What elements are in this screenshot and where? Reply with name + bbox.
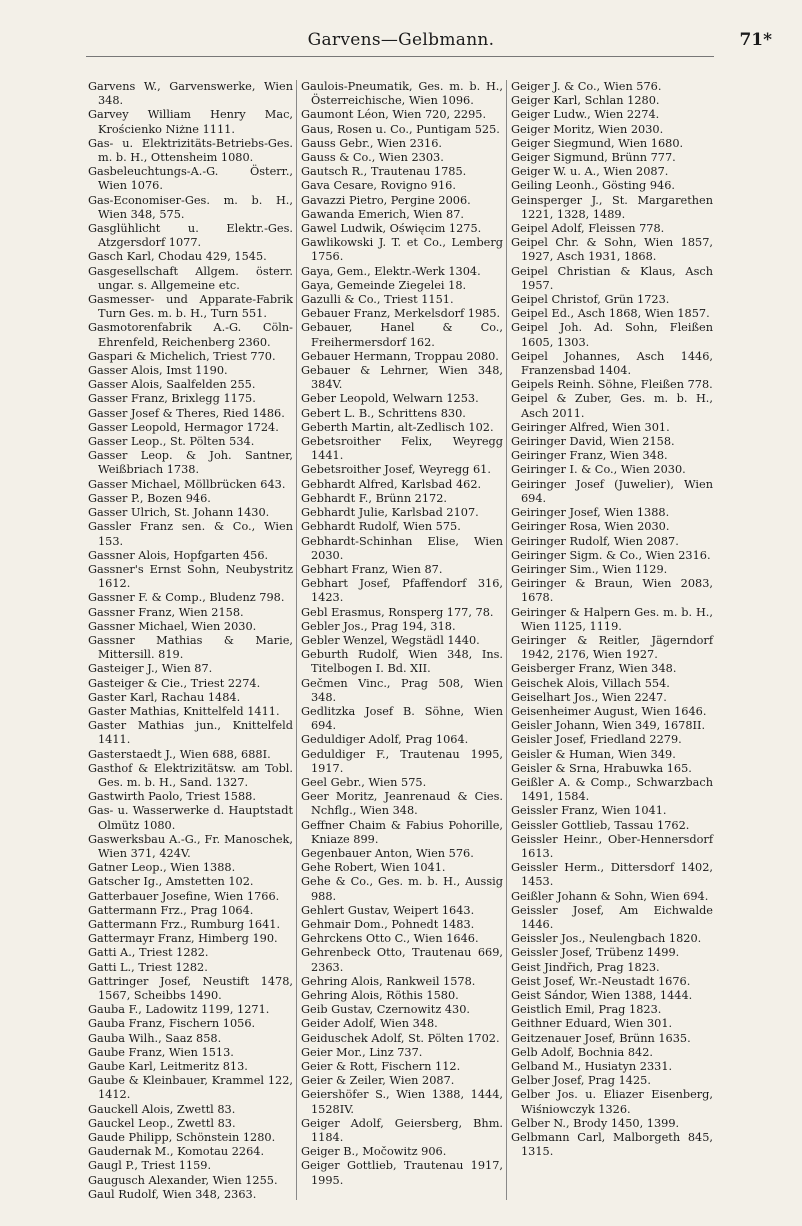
directory-entry: Gelber N., Brody 1450, 1399. bbox=[511, 1116, 680, 1130]
directory-entry: Geissler Josef, Trübenz 1499. bbox=[511, 946, 680, 960]
directory-entry: Geffner Chaim & Fabius Pohorille, Kniaze 899. bbox=[301, 818, 503, 846]
directory-entry: Gasterstaedt J., Wien 688, 688I. bbox=[88, 747, 271, 761]
directory-entry: Geiger B., Močowitz 906. bbox=[301, 1145, 447, 1159]
directory-entry: Gelband M., Husiatyn 2331. bbox=[511, 1060, 673, 1074]
directory-entry: Gaugusch Alexander, Wien 1255. bbox=[88, 1173, 278, 1187]
directory-entry: Gebauer Hermann, Troppau 2080. bbox=[301, 349, 499, 363]
directory-entry: Gaugl P., Triest 1159. bbox=[88, 1159, 212, 1173]
directory-entry: Gaumont Léon, Wien 720, 2295. bbox=[301, 108, 487, 122]
directory-entry: Gauckell Alois, Zwettl 83. bbox=[88, 1102, 236, 1116]
directory-entry: Gauss Gebr., Wien 2316. bbox=[301, 136, 443, 150]
directory-entry: Geipel & Zuber, Ges. m. b. H., Asch 2011. bbox=[511, 392, 713, 420]
directory-entry: Gauba Wilh., Saaz 858. bbox=[88, 1031, 222, 1045]
directory-entry: Gaul Rudolf, Wien 348, 2363. bbox=[88, 1187, 257, 1200]
directory-entry: Geiger J. & Co., Wien 576. bbox=[511, 80, 662, 93]
directory-entry: Gebhardt Julie, Karlsbad 2107. bbox=[301, 506, 479, 520]
directory-entry: Gaube Franz, Wien 1513. bbox=[88, 1045, 234, 1059]
directory-entry: Gaya, Gemeinde Ziegelei 18. bbox=[301, 278, 467, 292]
directory-entry: Geiringer Josef, Wien 1388. bbox=[511, 506, 670, 520]
directory-entry: Geitzenauer Josef, Brünn 1635. bbox=[511, 1031, 691, 1045]
running-title: Garvens—Gelbmann. bbox=[307, 30, 495, 50]
directory-entry: Geiringer Rudolf, Wien 2087. bbox=[511, 534, 679, 548]
directory-entry: Geistlich Emil, Prag 1823. bbox=[511, 1003, 662, 1017]
directory-entry: Gassner F. & Comp., Bludenz 798. bbox=[88, 591, 285, 605]
directory-entry: Gasgesellschaft Allgem. österr. ungar. s. Allgemeine etc. bbox=[88, 264, 293, 292]
directory-entry: Geisberger Franz, Wien 348. bbox=[511, 662, 677, 676]
directory-entry: Gawanda Emerich, Wien 87. bbox=[301, 207, 464, 221]
directory-entry: Gas- u. Wasserwerke d. Hauptstadt Olmütz 1080. bbox=[88, 804, 293, 832]
directory-entry: Gaster Mathias, Knittelfeld 1411. bbox=[88, 704, 280, 718]
directory-entry: Geissler Franz, Wien 1041. bbox=[511, 804, 667, 818]
directory-entry: Geipel Ed., Asch 1868, Wien 1857. bbox=[511, 307, 710, 321]
directory-entry: Geduldiger Adolf, Prag 1064. bbox=[301, 733, 469, 747]
directory-entry: Geissler Gottlieb, Tassau 1762. bbox=[511, 818, 690, 832]
directory-entry: Gehring Alois, Röthis 1580. bbox=[301, 989, 459, 1002]
directory-entry: Gatti A., Triest 1282. bbox=[88, 946, 209, 960]
directory-entry: Geist Josef, Wr.-Neustadt 1676. bbox=[511, 974, 691, 988]
directory-entry: Geinsperger J., St. Margarethen 1221, 1328, 1489. bbox=[511, 193, 713, 221]
directory-entry: Gebauer Franz, Merkelsdorf 1985. bbox=[301, 307, 501, 321]
column-left bbox=[86, 80, 296, 1200]
directory-entry: Gasser Franz, Brixlegg 1175. bbox=[88, 392, 256, 406]
directory-entry: Geiger Siegmund, Wien 1680. bbox=[511, 136, 684, 150]
directory-entry: Gaube & Kleinbauer, Krammel 122, 1412. bbox=[88, 1074, 293, 1102]
directory-entry: Geissler Heinr., Ober-Hennersdorf 1613. bbox=[511, 832, 713, 860]
directory-entry: Gaudernak M., Komotau 2264. bbox=[88, 1145, 265, 1159]
directory-entry: Geiringer Sigm. & Co., Wien 2316. bbox=[511, 548, 711, 562]
directory-entry: Gasser Alois, Saalfelden 255. bbox=[88, 378, 256, 392]
directory-entry: Gebl Erasmus, Ronsperg 177, 78. bbox=[301, 605, 494, 619]
directory-columns bbox=[86, 80, 716, 1200]
directory-entry: Geiringer Rosa, Wien 2030. bbox=[511, 520, 670, 534]
directory-entry: Geisler & Human, Wien 349. bbox=[511, 747, 676, 761]
directory-entry: Gaya, Gem., Elektr.-Werk 1304. bbox=[301, 264, 481, 278]
directory-entry: Gaspari & Michelich, Triest 770. bbox=[88, 349, 276, 363]
directory-entry: Gasthof & Elektrizitätsw. am Tobl. Ges. m. b. H., Sand. 1327. bbox=[88, 761, 293, 789]
directory-entry: Gatterbauer Josefine, Wien 1766. bbox=[88, 889, 280, 903]
directory-entry: Gegenbauer Anton, Wien 576. bbox=[301, 846, 474, 860]
directory-entry: Geiger Karl, Schlan 1280. bbox=[511, 94, 660, 108]
directory-entry: Gazulli & Co., Triest 1151. bbox=[301, 293, 454, 307]
directory-entry: Gas-Economiser-Ges. m. b. H., Wien 348, 575. bbox=[88, 193, 293, 221]
directory-entry: Gasser Leop. & Joh. Santner, Weißbriach 1738. bbox=[88, 449, 293, 477]
directory-entry: Gasteiger J., Wien 87. bbox=[88, 662, 213, 676]
directory-entry: Geberth Martin, alt-Zedlisch 102. bbox=[301, 420, 494, 434]
directory-entry: Geiger Moritz, Wien 2030. bbox=[511, 122, 664, 136]
directory-entry: Geist Jindřich, Prag 1823. bbox=[511, 960, 660, 974]
directory-entry: Gasser Josef & Theres, Ried 1486. bbox=[88, 406, 285, 420]
directory-entry: Gavazzi Pietro, Pergine 2006. bbox=[301, 193, 471, 207]
directory-entry: Gaster Karl, Rachau 1484. bbox=[88, 690, 241, 704]
directory-entry: Gasser Leopold, Hermagor 1724. bbox=[88, 420, 279, 434]
directory-entry: Geissler Herm., Dittersdorf 1402, 1453. bbox=[511, 861, 713, 889]
directory-entry: Gatscher Ig., Amstetten 102. bbox=[88, 875, 254, 889]
directory-entry: Geipel Christian & Klaus, Asch 1957. bbox=[511, 264, 713, 292]
directory-entry: Gasser Michael, Möllbrücken 643. bbox=[88, 477, 286, 491]
directory-entry: Geer Moritz, Jeanrenaud & Cies. Nchflg., Wien 348. bbox=[301, 790, 503, 818]
directory-entry: Gehrckens Otto C., Wien 1646. bbox=[301, 932, 479, 946]
directory-entry: Geissler Jos., Neulengbach 1820. bbox=[511, 932, 702, 946]
directory-entry: Geisler Josef, Friedland 2279. bbox=[511, 733, 682, 747]
page-header bbox=[0, 30, 802, 58]
directory-entry: Gatner Leop., Wien 1388. bbox=[88, 861, 236, 875]
directory-entry: Geburth Rudolf, Wien 348, Ins. Titelbogen I. Bd. XII. bbox=[301, 648, 503, 676]
directory-entry: Geithner Eduard, Wien 301. bbox=[511, 1017, 673, 1031]
directory-entry: Gebert L. B., Schrittens 830. bbox=[301, 406, 466, 420]
directory-entry: Geiringer David, Wien 2158. bbox=[511, 435, 675, 449]
directory-entry: Gehlert Gustav, Weipert 1643. bbox=[301, 903, 475, 917]
directory-entry: Gasteiger & Cie., Triest 2274. bbox=[88, 676, 261, 690]
directory-entry: Gaulois-Pneumatik, Ges. m. b. H., Österreichische, Wien 1096. bbox=[301, 80, 503, 108]
directory-entry: Geduldiger F., Trautenau 1995, 1917. bbox=[301, 747, 503, 775]
directory-entry: Gautsch R., Trautenau 1785. bbox=[301, 165, 467, 179]
directory-entry: Gebauer & Lehrner, Wien 348, 384V. bbox=[301, 364, 503, 392]
directory-entry: Gassner Michael, Wien 2030. bbox=[88, 619, 257, 633]
directory-entry: Gebauer, Hanel & Co., Freihermersdorf 162. bbox=[301, 321, 503, 349]
directory-entry: Geib Gustav, Czernowitz 430. bbox=[301, 1003, 471, 1017]
directory-entry: Gassner Alois, Hopfgarten 456. bbox=[88, 548, 269, 562]
directory-entry: Gebetsroither Felix, Weyregg 1441. bbox=[301, 435, 503, 463]
directory-entry: Gebetsroither Josef, Weyregg 61. bbox=[301, 463, 491, 477]
directory-entry: Gebhardt F., Brünn 2172. bbox=[301, 491, 448, 505]
directory-entry: Gebhardt Alfred, Karlsbad 462. bbox=[301, 477, 482, 491]
directory-entry: Gaster Mathias jun., Knittelfeld 1411. bbox=[88, 719, 293, 747]
directory-entry: Geiringer & Reitler, Jägerndorf 1942, 2176, Wien 1927. bbox=[511, 633, 713, 662]
directory-entry: Gauss & Co., Wien 2303. bbox=[301, 151, 444, 165]
directory-entry: Gawel Ludwik, Oświęcim 1275. bbox=[301, 222, 482, 236]
column-right bbox=[506, 80, 716, 1200]
directory-entry: Gebhart Josef, Pfaffendorf 316, 1423. bbox=[301, 577, 503, 605]
directory-entry: Geisler Johann, Wien 349, 1678II. bbox=[511, 719, 706, 733]
directory-entry: Gaude Philipp, Schönstein 1280. bbox=[88, 1131, 276, 1145]
directory-entry: Gassner's Ernst Sohn, Neubystritz 1612. bbox=[88, 562, 293, 591]
directory-entry: Gasser P., Bozen 946. bbox=[88, 491, 211, 505]
directory-entry: Gattermann Frz., Rumburg 1641. bbox=[88, 917, 281, 931]
directory-entry: Gehmair Dom., Pohnedt 1483. bbox=[301, 917, 475, 931]
page-number: 71* bbox=[739, 30, 772, 50]
directory-entry: Gauba Franz, Fischern 1056. bbox=[88, 1017, 256, 1031]
directory-entry: Geiringer I. & Co., Wien 2030. bbox=[511, 463, 686, 477]
directory-entry: Geipels Reinh. Söhne, Fleißen 778. bbox=[511, 378, 713, 392]
directory-entry: Garvens W., Garvenswerke, Wien 348. bbox=[88, 80, 293, 108]
directory-entry: Gehring Alois, Rankweil 1578. bbox=[301, 974, 476, 988]
directory-entry: Gehe Robert, Wien 1041. bbox=[301, 861, 446, 875]
directory-entry: Gehrenbeck Otto, Trautenau 669, 2363. bbox=[301, 946, 503, 974]
directory-entry: Geiselhart Jos., Wien 2247. bbox=[511, 690, 667, 704]
directory-entry: Geipel Johannes, Asch 1446, Franzensbad 1404. bbox=[511, 349, 713, 378]
directory-entry: Gassner Mathias & Marie, Mittersill. 819. bbox=[88, 633, 293, 662]
directory-entry: Gatti L., Triest 1282. bbox=[88, 960, 208, 974]
directory-entry: Gelbmann Carl, Malborgeth 845, 1315. bbox=[511, 1131, 713, 1159]
directory-entry: Gastwirth Paolo, Triest 1588. bbox=[88, 790, 256, 804]
directory-entry: Geel Gebr., Wien 575. bbox=[301, 775, 427, 789]
directory-entry: Geist Sándor, Wien 1388, 1444. bbox=[511, 989, 693, 1002]
directory-entry: Gebhardt-Schinhan Elise, Wien 2030. bbox=[301, 534, 503, 562]
directory-entry: Gaus, Rosen u. Co., Puntigam 525. bbox=[301, 122, 500, 136]
directory-entry: Gasser Alois, Imst 1190. bbox=[88, 364, 228, 378]
directory-entry: Geiling Leonh., Gösting 946. bbox=[511, 179, 675, 193]
directory-entry: Geischek Alois, Villach 554. bbox=[511, 676, 670, 690]
directory-entry: Geisler & Srna, Hrabuwka 165. bbox=[511, 761, 692, 775]
directory-entry: Geiringer Sim., Wien 1129. bbox=[511, 562, 668, 576]
directory-entry: Gelber Josef, Prag 1425. bbox=[511, 1074, 651, 1088]
directory-entry: Gasmotorenfabrik A.-G. Cöln-Ehrenfeld, Reichenberg 2360. bbox=[88, 321, 293, 349]
directory-entry: Gasbeleuchtungs-A.-G. Österr., Wien 1076. bbox=[88, 165, 293, 193]
directory-entry: Geiger Gottlieb, Trautenau 1917, 1995. bbox=[301, 1159, 503, 1187]
directory-entry: Gebler Wenzel, Wegstädl 1440. bbox=[301, 633, 480, 647]
directory-entry: Gaube Karl, Leitmeritz 813. bbox=[88, 1060, 248, 1074]
directory-entry: Gattermayr Franz, Himberg 190. bbox=[88, 932, 278, 946]
directory-entry: Geipel Chr. & Sohn, Wien 1857, 1927, Asch 1931, 1868. bbox=[511, 236, 713, 264]
directory-entry: Geißler A. & Comp., Schwarzbach 1491, 1584. bbox=[511, 775, 713, 804]
directory-entry: Gasglühlicht u. Elektr.-Ges. Atzgersdorf 1077. bbox=[88, 222, 293, 250]
directory-entry: Gedlitzka Josef B. Söhne, Wien 694. bbox=[301, 704, 503, 733]
directory-entry: Gasser Ulrich, St. Johann 1430. bbox=[88, 506, 270, 520]
directory-entry: Geissler Josef, Am Eichwalde 1446. bbox=[511, 903, 713, 931]
directory-entry: Gelber Jos. u. Eliazer Eisenberg, Wiśniowczyk 1326. bbox=[511, 1088, 713, 1116]
directory-entry: Gasch Karl, Chodau 429, 1545. bbox=[88, 250, 267, 264]
directory-entry: Geipel Joh. Ad. Sohn, Fleißen 1605, 1303. bbox=[511, 321, 713, 349]
directory-entry: Gattringer Josef, Neustift 1478, 1567, Scheibbs 1490. bbox=[88, 974, 293, 1002]
directory-entry: Geier & Rott, Fischern 112. bbox=[301, 1060, 461, 1074]
directory-entry: Geipel Adolf, Fleissen 778. bbox=[511, 222, 665, 236]
directory-entry: Geiringer & Halpern Ges. m. b. H., Wien 1125, 1119. bbox=[511, 605, 713, 633]
directory-entry: Gas- u. Elektrizitäts-Betriebs-Ges. m. b. H., Ottensheim 1080. bbox=[88, 136, 293, 165]
directory-entry: Geider Adolf, Wien 348. bbox=[301, 1017, 438, 1031]
directory-entry: Gava Cesare, Rovigno 916. bbox=[301, 179, 456, 193]
directory-entry: Geiger Sigmund, Brünn 777. bbox=[511, 151, 676, 165]
directory-entry: Garvey William Henry Mac, Krościenko Niżne 1111. bbox=[88, 108, 293, 136]
directory-entry: Gassner Franz, Wien 2158. bbox=[88, 605, 244, 619]
directory-entry: Gattermann Frz., Prag 1064. bbox=[88, 903, 254, 917]
directory-entry: Geier Mor., Linz 737. bbox=[301, 1045, 423, 1059]
directory-entry: Geiringer Alfred, Wien 301. bbox=[511, 420, 670, 434]
directory-entry: Geisenheimer August, Wien 1646. bbox=[511, 704, 707, 718]
directory-entry: Geiringer Franz, Wien 348. bbox=[511, 449, 668, 463]
directory-entry: Gečmen Vinc., Prag 508, Wien 348. bbox=[301, 676, 503, 704]
directory-entry: Geiger W. u. A., Wien 2087. bbox=[511, 165, 669, 179]
directory-entry: Geier & Zeiler, Wien 2087. bbox=[301, 1074, 455, 1088]
directory-entry: Geißler Johann & Sohn, Wien 694. bbox=[511, 889, 709, 903]
directory-entry: Gauba F., Ladowitz 1199, 1271. bbox=[88, 1003, 270, 1017]
directory-entry: Geiduschek Adolf, St. Pölten 1702. bbox=[301, 1031, 500, 1045]
directory-entry: Gasmesser- und Apparate-Fabrik Turn Ges. m. b. H., Turn 551. bbox=[88, 293, 293, 321]
column-middle bbox=[296, 80, 506, 1200]
directory-entry: Gehe & Co., Ges. m. b. H., Aussig 988. bbox=[301, 875, 503, 903]
directory-entry: Gassler Franz sen. & Co., Wien 153. bbox=[88, 520, 293, 548]
directory-entry: Gawlikowski J. T. et Co., Lemberg 1756. bbox=[301, 236, 503, 264]
directory-entry: Gelb Adolf, Bochnia 842. bbox=[511, 1045, 653, 1059]
directory-entry: Geiringer Josef (Juwelier), Wien 694. bbox=[511, 477, 713, 505]
header-rule bbox=[86, 56, 714, 57]
directory-entry: Gebhardt Rudolf, Wien 575. bbox=[301, 520, 461, 534]
directory-entry: Gebler Jos., Prag 194, 318. bbox=[301, 619, 456, 633]
directory-entry: Gasser Leop., St. Pölten 534. bbox=[88, 435, 255, 449]
directory-entry: Geipel Christof, Grün 1723. bbox=[511, 293, 670, 307]
directory-entry: Geiershöfer S., Wien 1388, 1444, 1528IV. bbox=[301, 1088, 503, 1116]
directory-entry: Gauckel Leop., Zwettl 83. bbox=[88, 1116, 236, 1130]
directory-entry: Geiringer & Braun, Wien 2083, 1678. bbox=[511, 577, 713, 605]
directory-entry: Geiger Adolf, Geiersberg, Bhm. 1184. bbox=[301, 1116, 503, 1145]
directory-entry: Geber Leopold, Welwarn 1253. bbox=[301, 392, 479, 406]
directory-entry: Gebhart Franz, Wien 87. bbox=[301, 562, 443, 576]
directory-entry: Gaswerksbau A.-G., Fr. Manoschek, Wien 371, 424V. bbox=[88, 832, 293, 860]
directory-entry: Geiger Ludw., Wien 2274. bbox=[511, 108, 660, 122]
